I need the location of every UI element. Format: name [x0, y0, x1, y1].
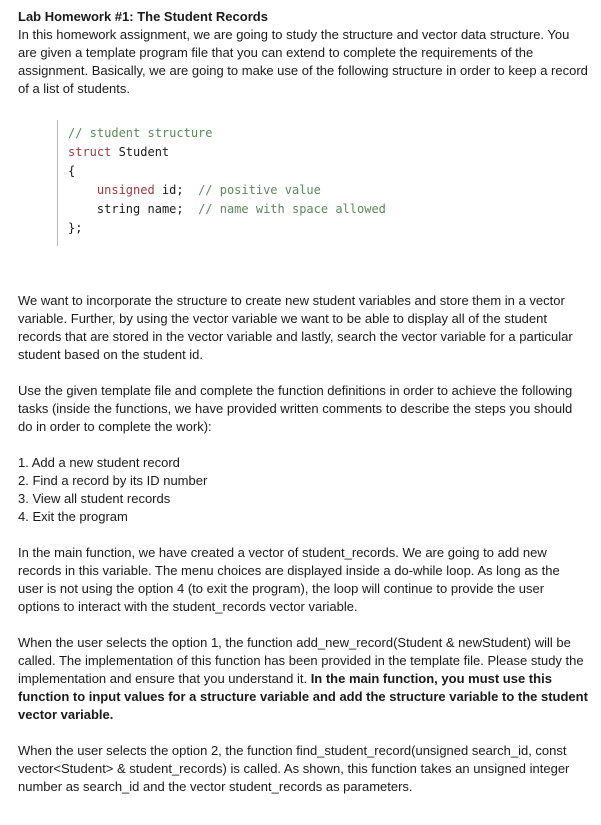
code-line-2 [68, 143, 468, 162]
code-line-3 [68, 162, 468, 181]
paragraph-want: We want to incorporate the structure to create new student variables and store them in a vector variable. Further, by using the vector variable we want to be able to display all of the student records that are stored in the vector variable and lastly, search the vector variable for a particular student based on the student id. [18, 293, 573, 362]
code-line-5 [68, 200, 468, 219]
code-text: id; [154, 183, 199, 197]
list-item: 2. Find a record by its ID number [18, 473, 208, 488]
code-line-1 [68, 124, 468, 143]
paragraph-main-function: In the main function, we have created a vector of student_records. We are going to add new records in this variable. The menu choices are displayed inside a do-while loop. As long as the user is not using the option 4 (to exit the program), the loop will continue to provide the user options to interact with the student_records vector variable. [18, 545, 560, 614]
code-text: }; [68, 221, 83, 235]
code-text: name; [140, 202, 199, 216]
option-1-text: When the user selects the option 1, the function add_new_record(Student & newStudent) will be called. The implementation of this function has been provided in the template file. Please study the implementation and ensure that you understand it. [18, 635, 584, 686]
paragraph-option-1 [18, 634, 588, 724]
paragraph-use-template: Use the given template file and complete the function definitions in order to achieve the following tasks (inside the functions, we have provided written comments to describe the steps you should do in order to complete the work): [18, 383, 573, 434]
code-keyword: struct [68, 145, 112, 159]
list-item: 3. View all student records [18, 491, 171, 506]
list-item: 1. Add a new student record [18, 455, 180, 470]
paragraph-option-2: When the user selects the option 2, the function find_student_record(unsigned search_id, const vector<Student> & student_records) is called. As shown, this function takes an unsigned integer number as search_id and the vector student_records as parameters. [18, 743, 570, 794]
code-block [57, 120, 468, 246]
code-text: Student [111, 145, 170, 159]
option-1-bold-text: In the main function, you must use this function to input values for a structure variable and add the structure variable to the student vector variable. [18, 671, 588, 722]
code-comment: // positive value [198, 183, 321, 197]
code-text: string [96, 202, 141, 216]
intro-paragraph: In this homework assignment, we are going to study the structure and vector data structure. You are given a template program file that you can extend to complete the requirements of the assignment. Basically, we are going to make use of the following structure in order to keep a record of a list of students. [18, 27, 588, 96]
code-comment: // student structure [68, 126, 213, 140]
code-keyword: unsigned [96, 183, 155, 197]
document-page [18, 8, 588, 796]
menu-list [18, 454, 588, 526]
code-comment: // name with space allowed [198, 202, 386, 216]
code-text: { [68, 164, 76, 178]
code-line-4 [68, 181, 468, 200]
document-title: Lab Homework #1: The Student Records [18, 9, 268, 24]
code-line-6 [68, 219, 468, 238]
list-item: 4. Exit the program [18, 509, 128, 524]
